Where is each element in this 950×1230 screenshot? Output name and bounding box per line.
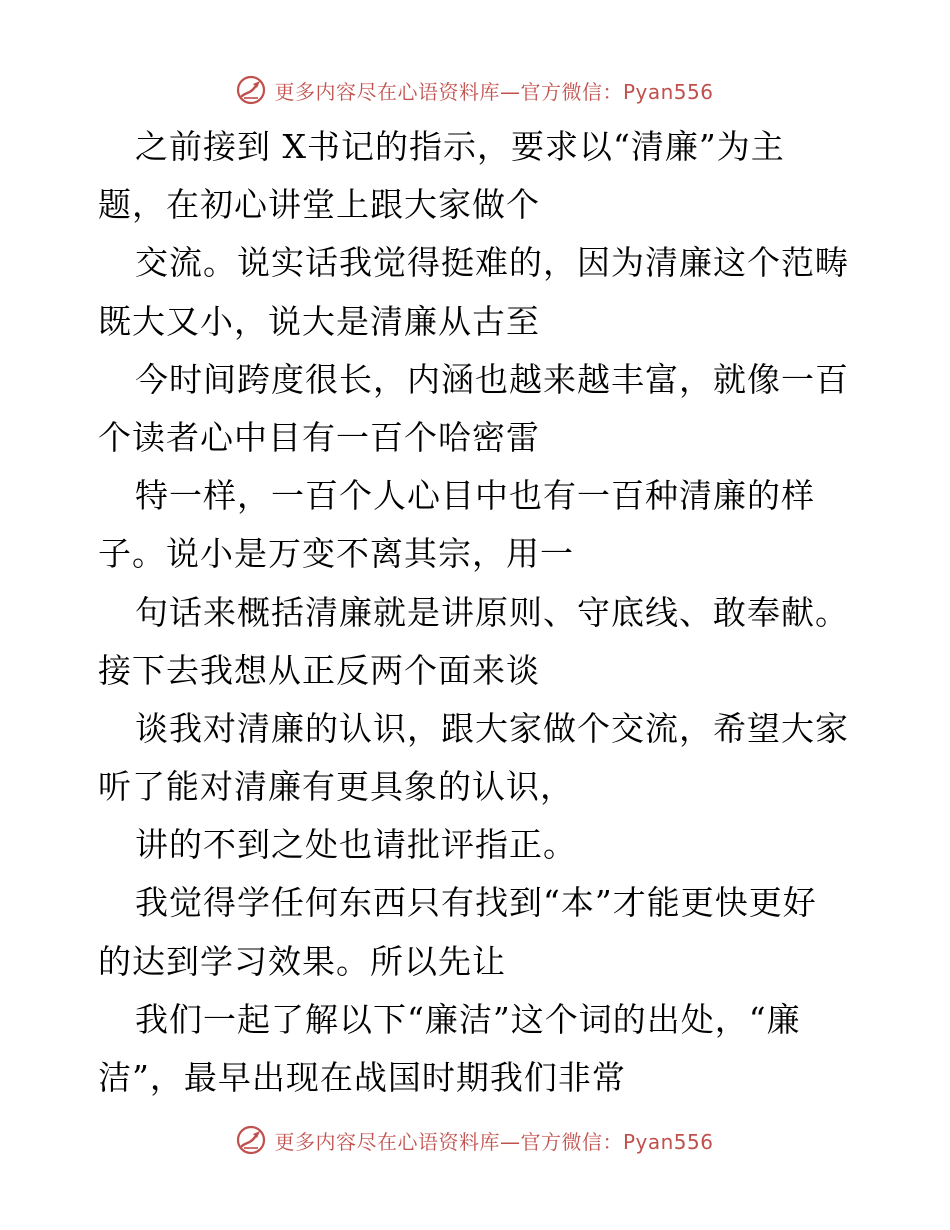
text-line: 洁”，最早出现在战国时期我们非常 xyxy=(98,1058,626,1097)
book-pen-logo-icon xyxy=(236,1125,266,1155)
watermark-text: 更多内容尽在心语资料库—官方微信：Pyan556 xyxy=(274,79,714,104)
book-pen-logo-icon xyxy=(236,75,266,105)
text-line: 我们一起了解以下“廉洁”这个词的出处，“廉 xyxy=(135,999,801,1039)
header-watermark-banner xyxy=(0,70,950,110)
text-line: 个读者心中目有一百个哈密雷 xyxy=(98,417,540,457)
text-line: 今时间跨度很长，内涵也越来越丰富，就像一百 xyxy=(135,359,849,399)
document-body xyxy=(98,118,858,1107)
text-line: 句话来概括清廉就是讲原则、守底线、敢奉献。 xyxy=(135,592,849,632)
text-line: 的达到学习效果。所以先让 xyxy=(98,941,506,981)
watermark-text: 更多内容尽在心语资料库—官方微信：Pyan556 xyxy=(274,1129,714,1154)
text-line: 题，在初心讲堂上跟大家做个 xyxy=(98,185,540,225)
text-line: 讲的不到之处也请批评指正。 xyxy=(135,825,577,865)
text-line: 谈我对清廉的认识，跟大家做个交流，希望大家 xyxy=(135,708,849,748)
text-line: 交流。说实话我觉得挺难的，因为清廉这个范畴 xyxy=(135,243,849,283)
text-line: 之前接到 X书记的指示，要求以“清廉”为主 xyxy=(135,127,785,166)
text-line: 特一样，一百个人心目中也有一百种清廉的样 xyxy=(135,476,815,516)
footer-watermark-banner xyxy=(0,1120,950,1160)
text-line: 听了能对清廉有更具象的认识， xyxy=(98,767,574,807)
text-line: 既大又小，说大是清廉从古至 xyxy=(98,301,540,341)
text-line: 接下去我想从正反两个面来谈 xyxy=(98,650,540,690)
text-line: 子。说小是万变不离其宗，用一 xyxy=(98,534,574,574)
text-line: 我觉得学任何东西只有找到“本”才能更快更好 xyxy=(135,883,817,923)
